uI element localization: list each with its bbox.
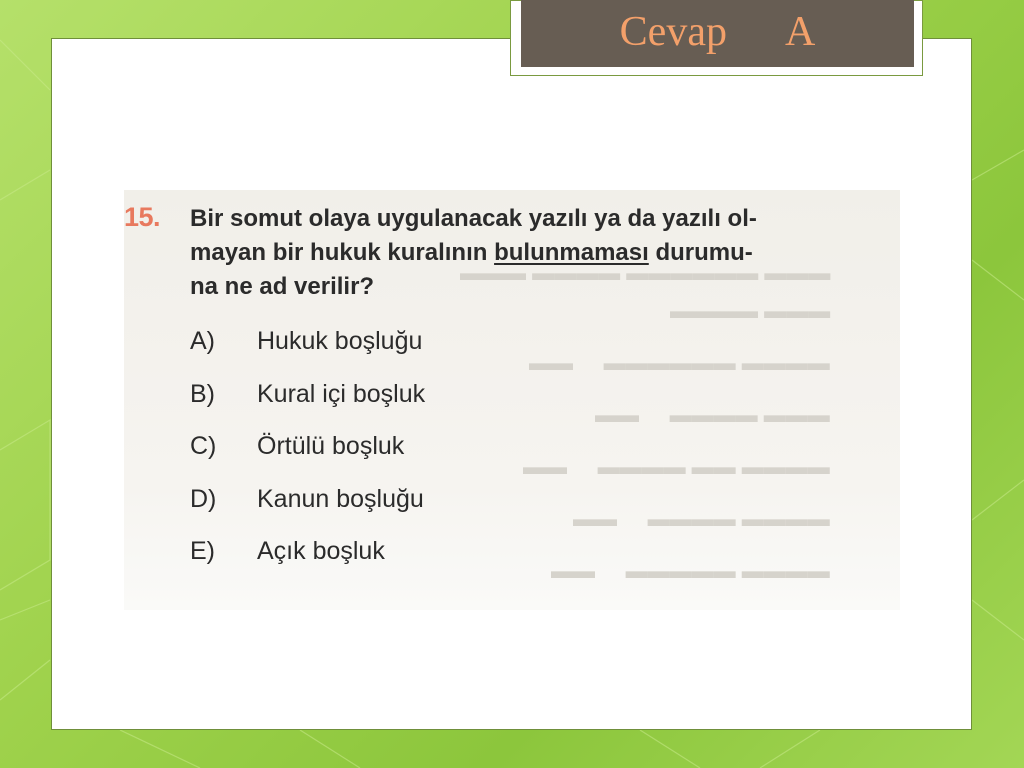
option-d	[190, 485, 425, 538]
bleed-through-text: ▬▬▬ ▬▬▬▬▬▬ ▬▬▬▬ ▬▬▬	[459, 260, 830, 285]
answer-label: Cevap	[619, 8, 727, 55]
question-line: na ne ad verilir?	[190, 273, 375, 300]
option-e	[190, 537, 425, 590]
answer-options	[190, 327, 425, 590]
question-line: Bir somut olaya uygulanacak yazılı ya da yazılı ol-	[190, 205, 757, 232]
bleed-through-text: ▬▬▬▬ ▬▬▬▬ ▬▬	[573, 506, 830, 531]
answer-box	[521, 0, 914, 67]
option-text: Örtülü boşluk	[257, 432, 405, 460]
option-text: Açık boşluk	[257, 537, 385, 565]
answer-value: A	[784, 8, 816, 55]
question-scan-image	[124, 190, 900, 610]
question-number: 15.	[124, 202, 161, 232]
option-letter: C)	[190, 432, 217, 460]
option-letter: E)	[190, 537, 215, 565]
option-text: Hukuk boşluğu	[257, 327, 423, 355]
option-letter: D)	[190, 484, 217, 513]
bleed-through-text: ▬▬▬▬ ▬▬▬▬▬▬ ▬▬	[529, 350, 830, 375]
option-letter: A)	[190, 327, 215, 355]
bleed-through-text: ▬▬▬ ▬▬▬▬ ▬▬	[595, 402, 830, 427]
bleed-through-text: ▬▬▬ ▬▬▬▬	[669, 298, 830, 323]
option-text: Kanun boşluğu	[257, 484, 424, 513]
question-text	[190, 202, 900, 304]
bleed-through-text: ▬▬▬▬ ▬▬ ▬▬▬▬ ▬▬	[523, 454, 830, 479]
option-c	[190, 432, 425, 485]
option-b	[190, 380, 425, 433]
option-a	[190, 327, 425, 380]
underlined-word: bulunmaması	[494, 239, 649, 266]
option-text: Kural içi boşluk	[257, 379, 426, 408]
option-letter: B)	[190, 379, 215, 408]
bleed-through-text: ▬▬▬▬ ▬▬▬▬▬ ▬▬	[551, 558, 830, 583]
question-line: mayan bir hukuk kuralının bulunmaması durumu-	[190, 239, 753, 266]
